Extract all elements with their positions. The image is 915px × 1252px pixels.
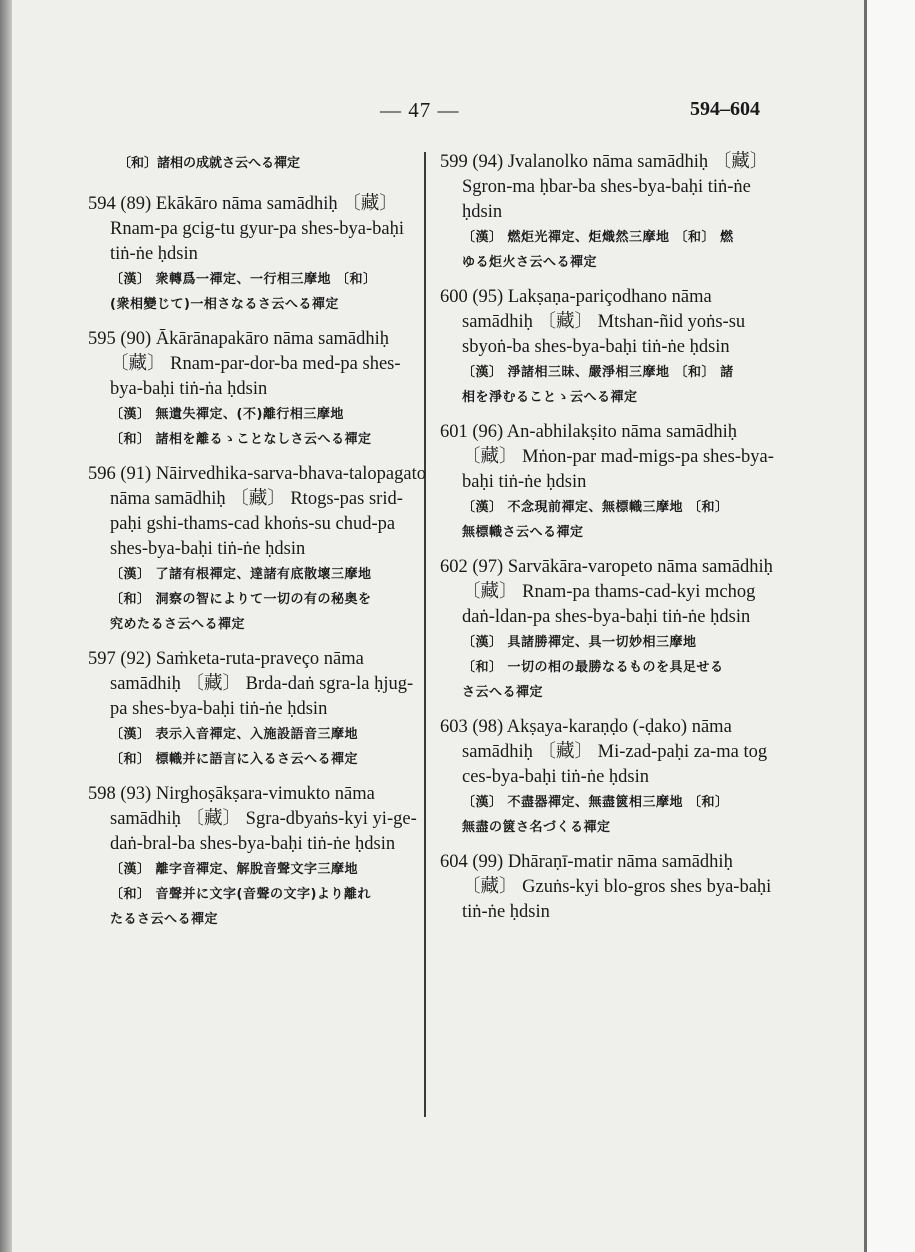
entry-gloss-line: 無盡の篋さ名づくる禪定 — [462, 820, 611, 835]
page-header — [0, 98, 860, 128]
entry-text: 596 (91) Nāirvedhika-sarva-bhava-talopagato nāma samādhiḥ 〔藏〕 Rtogs-pas srid-paḥi gshi-thams-cad khoṅs-su chud-pa shes-bya-baḥi tiṅ-ṅe ḥdsin — [88, 464, 426, 559]
page-right-margin — [864, 0, 915, 1252]
dictionary-entry — [88, 192, 426, 317]
entry-gloss-line: 〔和〕 諸相を離るゝことなしさ云へる禪定 — [110, 432, 372, 447]
entry-gloss-line: (衆相變じて)一相さなるさ云へる禪定 — [110, 297, 339, 312]
entry-text: 594 (89) Ekākāro nāma samādhiḥ 〔藏〕 Rnam-pa gcig-tu gyur-pa shes-bya-baḥi tiṅ-ṅe ḥdsin — [88, 194, 404, 264]
entry-text: 602 (97) Sarvākāra-varopeto nāma samādhiḥ 〔藏〕 Rnam-pa thams-cad-kyi mchog daṅ-ldan-pa shes-bya-baḥi tiṅ-ṅe ḥdsin — [440, 557, 773, 627]
entry-gloss-line: 〔漢〕 無遺失禪定、(不)離行相三摩地 — [110, 407, 344, 422]
entry-text: 603 (98) Akṣaya-karaṇḍo (-ḍako) nāma samādhiḥ 〔藏〕 Mi-zad-paḥi za-ma tog ces-bya-baḥi tiṅ-ṅe ḥdsin — [440, 717, 768, 787]
continued-gloss: 〔和〕諸相の成就さ云へる禪定 — [118, 156, 301, 171]
entry-gloss-line: 〔漢〕 離字音禪定、解脫音聲文字三摩地 — [110, 862, 359, 877]
entry-gloss-line: 〔和〕 音聲并に文字(音聲の文字)より離れ — [110, 887, 371, 902]
entry-gloss-line: 〔漢〕 不念現前禪定、無標幟三摩地 〔和〕 — [462, 500, 729, 515]
left-column — [88, 150, 426, 942]
entry-gloss-line: 〔漢〕 衆轉爲一禪定、一行相三摩地 〔和〕 — [110, 272, 377, 287]
dictionary-entry — [440, 285, 778, 410]
dictionary-entry — [440, 150, 778, 275]
entry-gloss-line: ゆる炬火さ云へる禪定 — [462, 255, 598, 270]
entry-gloss-line: 相を淨むることゝ云へる禪定 — [462, 390, 638, 405]
dictionary-entry — [440, 555, 778, 705]
entry-gloss-line: 〔和〕 洞察の智によりて一切の有の秘奥を — [110, 592, 372, 607]
entry-gloss-line: 〔和〕 一切の相の最勝なるものを具足せる — [462, 660, 724, 675]
right-column — [440, 150, 778, 935]
dictionary-entry — [88, 327, 426, 452]
entry-gloss-line: たるさ云へる禪定 — [110, 912, 219, 927]
entry-gloss-line: 〔漢〕 燃炬光禪定、炬熾然三摩地 〔和〕 燃 — [462, 230, 734, 245]
entry-gloss-line: 〔漢〕 具諸勝禪定、具一切妙相三摩地 — [462, 635, 697, 650]
entry-text: 604 (99) Dhāraṇī-matir nāma samādhiḥ 〔藏〕 Gzuṅs-kyi blo-gros shes bya-baḥi tiṅ-ṅe ḥdsin — [440, 852, 772, 922]
page-number: — 47 — — [380, 98, 460, 122]
entry-gloss-line: さ云へる禪定 — [462, 685, 544, 700]
entry-gloss-line: 無標幟さ云へる禪定 — [462, 525, 584, 540]
entry-text: 599 (94) Jvalanolko nāma samādhiḥ 〔藏〕 Sgron-ma ḥbar-ba shes-bya-baḥi tiṅ-ṅe ḥdsin — [440, 152, 769, 222]
dictionary-entry — [440, 850, 778, 925]
dictionary-entry — [440, 715, 778, 840]
dictionary-entry — [88, 647, 426, 772]
entry-gloss-line: 〔漢〕 了諸有根禪定、達諸有底散壞三摩地 — [110, 567, 372, 582]
entry-gloss-line: 究めたるさ云へる禪定 — [110, 617, 246, 632]
entry-gloss-line: 〔漢〕 表示入音禪定、入施設語音三摩地 — [110, 727, 359, 742]
dictionary-entry — [88, 782, 426, 932]
dictionary-entry — [88, 462, 426, 637]
left-entries — [88, 192, 426, 932]
entry-gloss-line: 〔漢〕 不盡器禪定、無盡篋相三摩地 〔和〕 — [462, 795, 729, 810]
right-entries — [440, 150, 778, 925]
entry-text: 600 (95) Lakṣaṇa-pariçodhano nāma samādhiḥ 〔藏〕 Mtshan-ñid yoṅs-su sbyoṅ-ba shes-bya-baḥi tiṅ-ṅe ḥdsin — [440, 287, 746, 357]
entry-text: 598 (93) Nirghoṣākṣara-vimukto nāma samādhiḥ 〔藏〕 Sgra-dbyaṅs-kyi yi-ge-daṅ-bral-ba shes-bya-baḥi tiṅ-ṅe ḥdsin — [88, 784, 417, 854]
entry-text: 595 (90) Ākārānapakāro nāma samādhiḥ 〔藏〕 Rnam-par-dor-ba med-pa shes-bya-baḥi tiṅ-ṅa ḥdsin — [88, 329, 401, 399]
entry-range: 594–604 — [690, 98, 760, 120]
entry-gloss-line: 〔漢〕 淨諸相三昧、嚴淨相三摩地 〔和〕 諸 — [462, 365, 734, 380]
dictionary-entry — [440, 420, 778, 545]
page-edge-shadow — [0, 0, 12, 1252]
entry-text: 601 (96) An-abhilakṣito nāma samādhiḥ 〔藏〕 Mṅon-par mad-migs-pa shes-bya-baḥi tiṅ-ṅe ḥdsin — [440, 422, 774, 492]
entry-gloss-line: 〔和〕 標幟并に語言に入るさ云へる禪定 — [110, 752, 359, 767]
entry-text: 597 (92) Saṁketa-ruta-praveço nāma samādhiḥ 〔藏〕 Brda-daṅ sgra-la ḥjug-pa shes-bya-baḥi tiṅ-ṅe ḥdsin — [88, 649, 414, 719]
